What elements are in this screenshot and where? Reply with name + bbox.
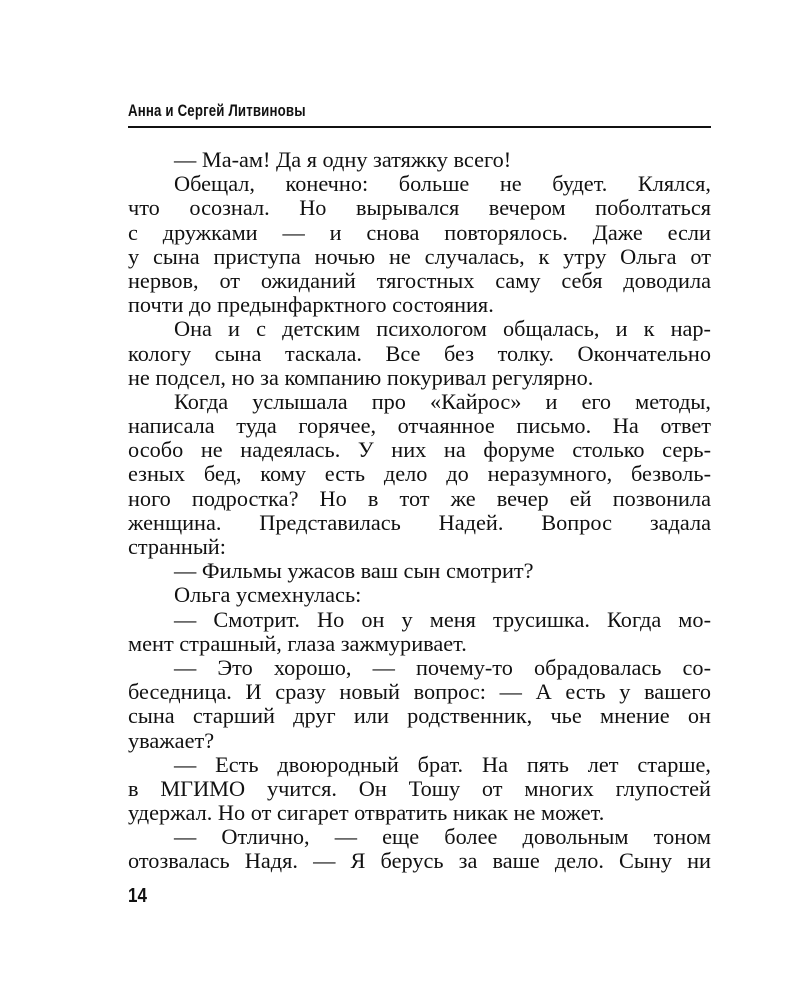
text-line: кологу сына таскала. Все без толку. Окончательно [128,340,711,366]
text-line: удержал. Но от сигарет отвратить никак не может. [128,800,605,826]
text-line: написала туда горячее, отчаянное письмо. На ответ [128,413,711,439]
text-line: Когда услышала про «Кайрос» и его методы, [174,388,711,414]
header-rule [128,126,711,128]
text-line: женщина. Представилась Надей. Вопрос задала [128,509,711,535]
text-line: почти до предынфарктного состояния. [128,292,494,318]
body-text [128,148,711,874]
text-line: — Ма-ам! Да я одну затяжку всего! [174,147,512,172]
text-line: отозвалась Надя. — Я берусь за ваше дело. Сыну ни [128,848,711,874]
text-line: Она и с детским психологом общалась, и к нар- [174,316,711,342]
text-line: особо не надеялась. У них на форуме столько серь- [128,437,711,463]
text-line: в МГИМО учится. Он Тошу от многих глупостей [128,775,711,801]
text-line: странный: [128,534,226,559]
text-line: ного подростка? Но в тот же вечер ей позвонила [128,485,711,511]
page-number: 14 [128,885,147,907]
text-line: Ольга усмехнулась: [174,582,362,608]
text-line: не подсел, но за компанию покуривал регулярно. [128,364,594,390]
text-line: — Фильмы ужасов ваш сын смотрит? [174,558,534,584]
text-line: — Смотрит. Но он у меня трусишка. Когда мо- [174,606,711,632]
text-line: — Отлично, — еще более довольным тоном [174,824,711,850]
text-line: сына старший друг или родственник, чье мнение он [128,703,711,729]
text-line: мент страшный, глаза зажмуривает. [128,630,467,656]
text-line: нервов, от ожиданий тягостных саму себя доводила [128,267,711,293]
running-head: Анна и Сергей Литвиновы [128,101,306,120]
text-line: с дружками — и снова повторялось. Даже если [128,219,711,245]
text-line: у сына приступа ночью не случалась, к утру Ольга от [128,243,711,269]
text-line: езных бед, кому есть дело до неразумного, безволь- [128,461,711,487]
text-line: беседница. И сразу новый вопрос: — А есть у вашего [128,679,711,705]
text-line: — Есть двоюродный брат. На пять лет старше, [174,751,711,777]
text-line: Обещал, конечно: больше не будет. Клялся, [174,171,711,197]
text-line: что осознал. Но вырывался вечером поболтаться [128,195,711,221]
text-line: уважает? [128,727,215,753]
text-line: — Это хорошо, — почему-то обрадовалась со- [174,654,711,680]
